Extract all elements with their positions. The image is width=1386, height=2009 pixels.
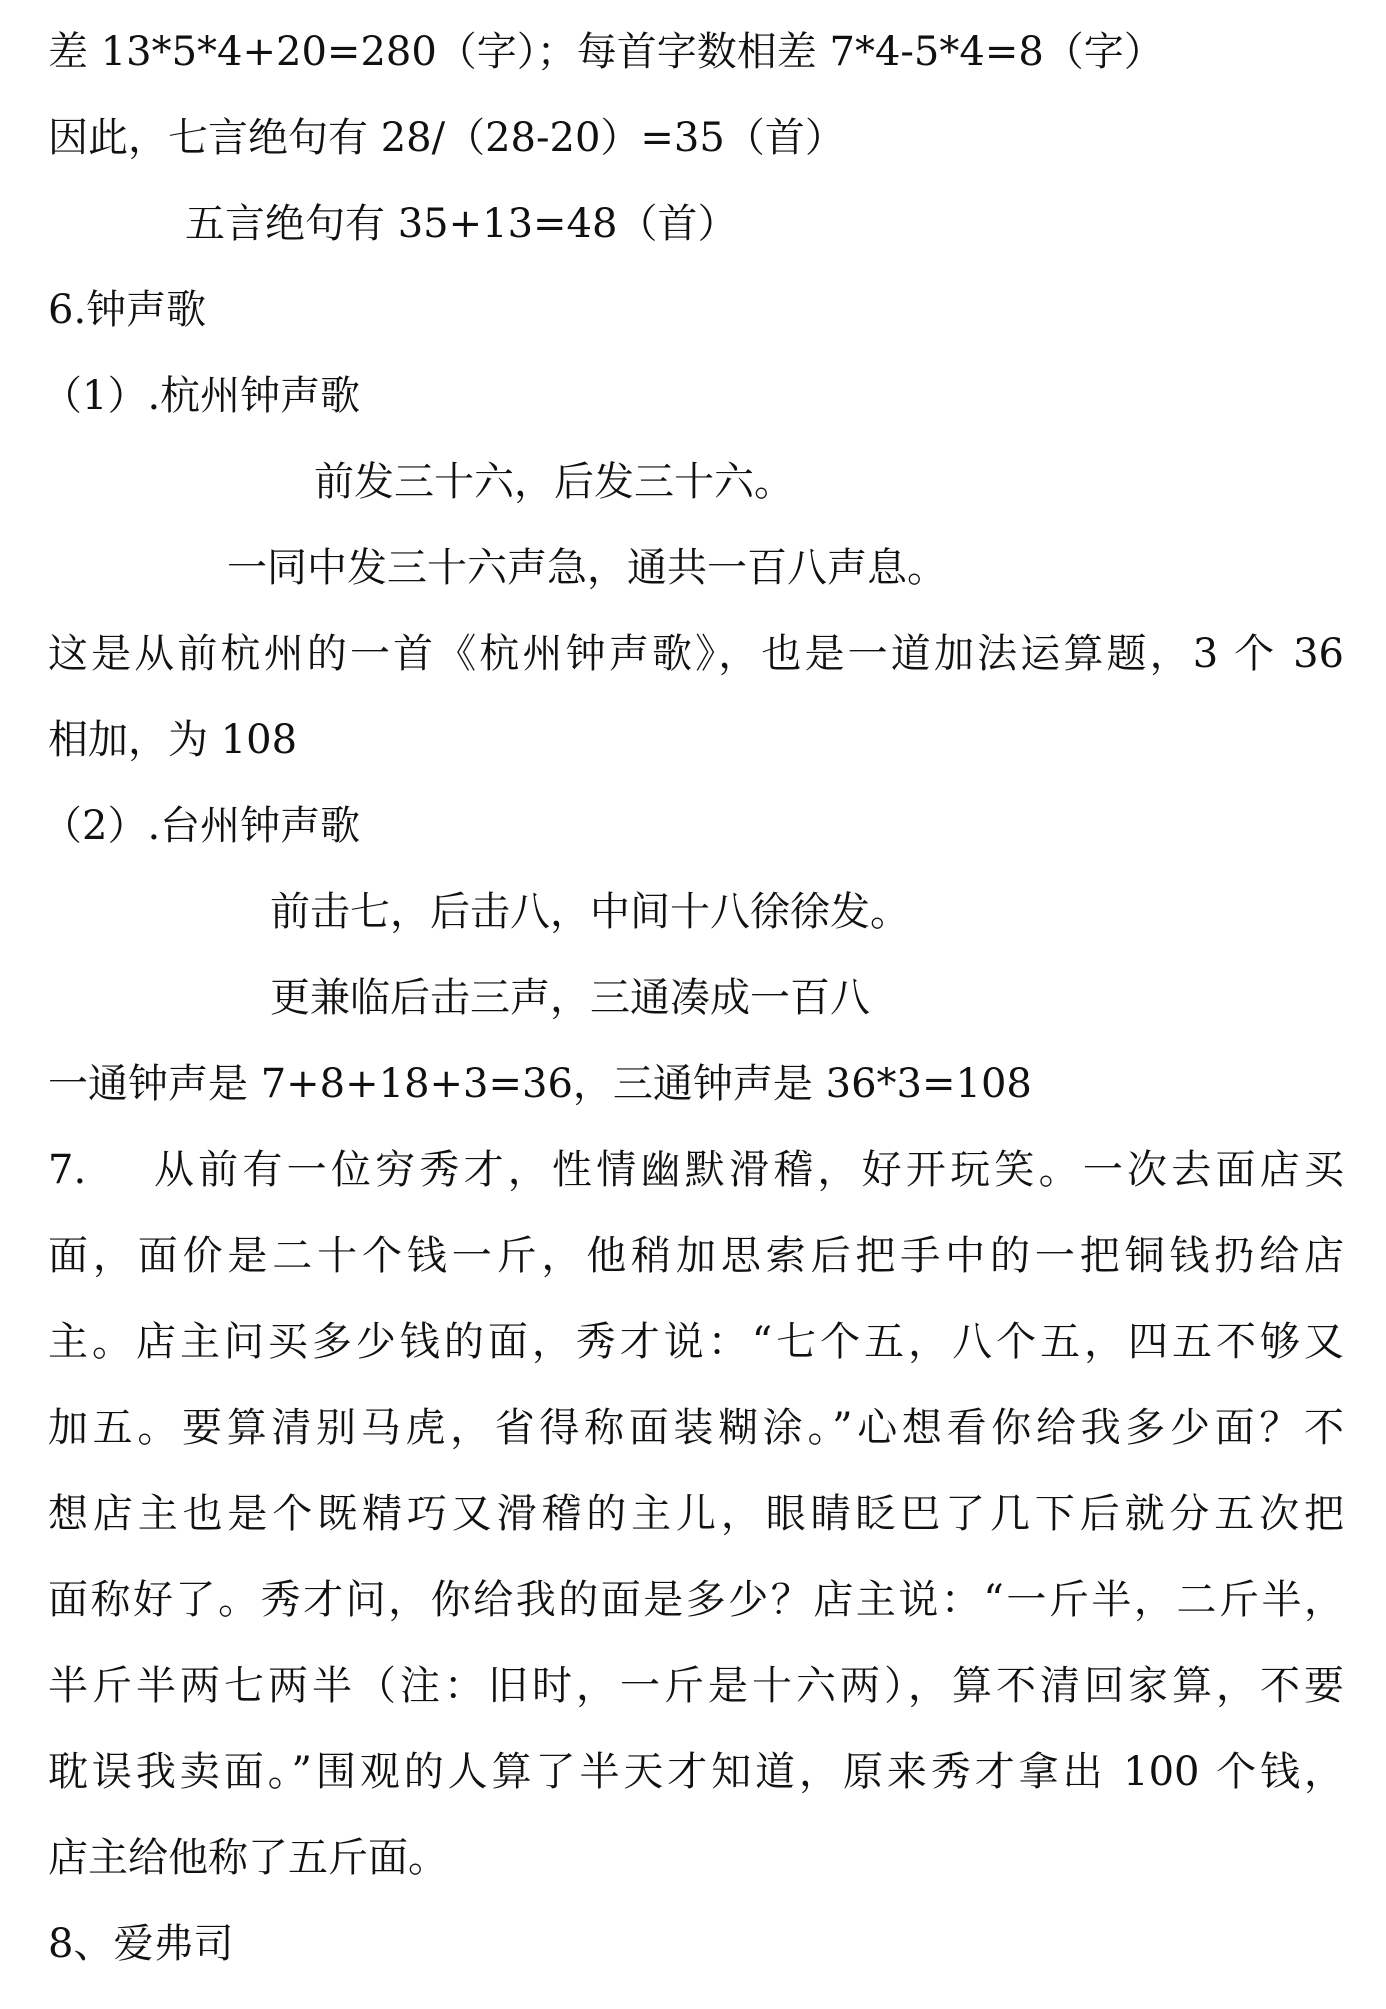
paragraph-7-line-1: 7. 从前有一位穷秀才，性情幽默滑稽，好开玩笑。一次去面店买 [48,1147,1344,1193]
poem-hangzhou-line-2: 一同中发三十六声急，通共一百八声息。 [227,545,947,591]
paragraph-7-line-5: 想店主也是个既精巧又滑稽的主儿，眼睛眨巴了几下后就分五次把 [48,1491,1344,1537]
poem-taizhou-line-1: 前击七，后击八，中间十八徐徐发。 [270,889,910,935]
paragraph-7-line-4: 加五。要算清别马虎，省得称面装糊涂。”心想看你给我多少面？不 [48,1405,1344,1451]
text-line-8: 这是从前杭州的一首《杭州钟声歌》，也是一道加法运算题，3 个 36 [48,631,1344,677]
poem-hangzhou-line-1: 前发三十六，后发三十六。 [314,459,794,505]
paragraph-7-line-8: 耽误我卖面。”围观的人算了半天才知道，原来秀才拿出 100 个钱， [48,1749,1344,1795]
paragraph-7-line-2: 面，面价是二十个钱一斤，他稍加思索后把手中的一把铜钱扔给店 [48,1233,1344,1279]
text-line-2: 因此，七言绝句有 28/（28-20）=35（首） [48,115,845,161]
subheading-hangzhou: （1）.杭州钟声歌 [42,373,361,419]
text-line-13: 一通钟声是 7+8+18+3=36，三通钟声是 36*3=108 [48,1061,1032,1107]
poem-taizhou-line-2: 更兼临后击三声，三通凑成一百八 [270,975,870,1021]
section-heading-6: 6.钟声歌 [48,287,207,333]
paragraph-7-line-3: 主。店主问买多少钱的面，秀才说：“七个五，八个五，四五不够又 [48,1319,1344,1365]
paragraph-7-line-9: 店主给他称了五斤面。 [48,1835,448,1881]
text-line-9: 相加，为 108 [48,717,298,763]
paragraph-7-line-7: 半斤半两七两半（注：旧时，一斤是十六两），算不清回家算，不要 [48,1663,1344,1709]
paragraph-7-line-6: 面称好了。秀才问，你给我的面是多少？店主说：“一斤半，二斤半， [48,1577,1344,1623]
text-line-3: 五言绝句有 35+13=48（首） [185,201,738,247]
text-line-1: 差 13*5*4+20=280（字）；每首字数相差 7*4-5*4=8（字） [48,29,1164,75]
subheading-taizhou: （2）.台州钟声歌 [42,803,361,849]
section-heading-8: 8、爱弗司 [48,1921,234,1967]
